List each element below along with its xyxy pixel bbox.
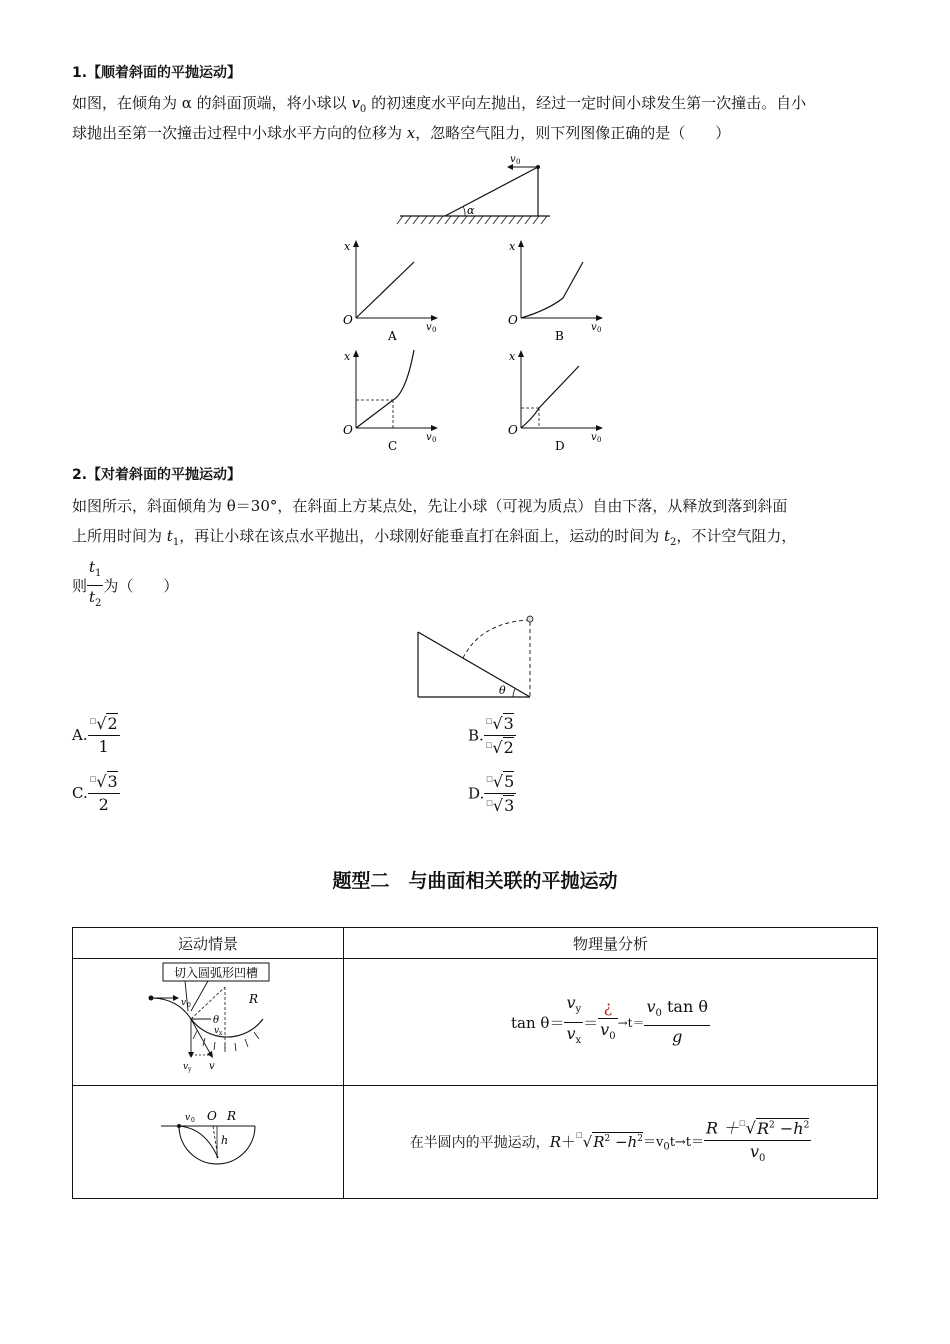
semicircle-figure [73,1086,343,1198]
svg-text:0: 0 [187,1002,191,1009]
q1-option-a: A [388,329,397,343]
choice-fraction: $\frac{^□√2}{1}$ [89,714,118,756]
q1-option-b: B [555,329,564,343]
svg-text:x: x [509,350,516,363]
row1-formula: tan θ＝ $\frac{v_y}{v_x}$ ＝ $\frac{¿}{v_0}$ →t＝ $\frac{v_0 \tan \theta}{g}$ [511,993,708,1047]
svg-text:v: v [181,998,187,1008]
table-header-scene: 运动情景 [73,928,344,959]
choice-label: C. [72,784,88,802]
choice-d[interactable] [468,770,516,817]
analysis-table [72,927,878,1199]
q2-text-line1: 如图所示，斜面倾角为 θ＝30°，在斜面上方某点处，先让小球（可视为质点）自由下落，从释放到落到斜面 [72,497,788,515]
svg-text:y: y [188,1066,192,1073]
svg-text:O: O [343,313,353,327]
row1-figure-cell [73,959,344,1086]
svg-text:O: O [207,1109,217,1123]
q1-fig-alpha: α [467,204,475,217]
svg-text:v: v [209,1061,215,1072]
svg-text:v: v [183,1062,189,1072]
q2-t-ratio: $\frac{t_1}{t_2}$ [89,558,102,609]
svg-text:x: x [509,240,516,253]
svg-text:x: x [344,240,351,253]
svg-text:R: R [227,1109,237,1123]
svg-text:x: x [344,350,351,363]
svg-text:0: 0 [432,436,437,444]
q1-option-d: D [555,439,565,453]
table-header-analysis: 物理量分析 [344,928,878,959]
svg-text:0: 0 [516,158,521,166]
svg-text:θ: θ [213,1015,220,1026]
svg-text:O: O [343,423,353,437]
choice-a[interactable] [72,712,120,758]
q2-text-line3: 则 $\frac{t_1}{t_2}$ 为（ ） [72,556,178,615]
q2-slope-figure [410,612,540,702]
svg-text:O: O [508,313,518,327]
choice-fraction: $\frac{^□√3}{2}$ [89,772,118,814]
q1-graph-a [338,238,450,344]
choice-label: D. [468,784,485,803]
groove-figure [73,959,343,1085]
q1-text-line2: 球抛出至第一次撞击过程中小球水平方向的位移为 x，忽略空气阻力，则下列图像正确的是（ ） [72,124,731,142]
choice-label: A. [72,726,88,744]
q1-title: 1.【顺着斜面的平抛运动】 [72,65,242,81]
svg-text:0: 0 [597,436,602,444]
q1-incline-figure [395,148,555,230]
q2-title: 2.【对着斜面的平抛运动】 [72,467,242,483]
svg-text:v: v [591,432,597,443]
section-title: 题型二 与曲面相关联的平抛运动 [332,870,618,892]
choice-fraction: $\frac{^□√5}{^□√3}$ [486,772,515,815]
q1-text-line1: 如图，在倾角为 α 的斜面顶端，将小球以 $v_0$ 的初速度水平向左抛出，经过一定时间小球发生第一次撞击。自小 [72,94,807,115]
q1-graph-d [503,348,615,454]
groove-label: 切入圆弧形凹槽 [173,966,259,980]
svg-text:v: v [591,322,597,333]
q1-graph-b [503,238,615,344]
row2-figure-cell [73,1086,344,1199]
svg-text:v: v [426,432,432,443]
q2-text-line2: 上所用时间为 $t_1$，再让小球在该点水平抛出，小球刚好能垂直打在斜面上，运动的时间为 $t_2$，不计空气阻力， [72,527,797,548]
row2-formula-cell [344,1086,878,1199]
svg-text:0: 0 [597,326,602,334]
svg-text:θ: θ [499,684,506,697]
svg-text:x: x [219,1030,223,1037]
row2-formula: 在半圆内的平抛运动， R ＋ $^□√R^2 -h^2$ $=v_0t\to t=$ $\frac{R +^□√R^2 -h^2}{v_0}$ [344,1114,877,1170]
svg-text:v: v [185,1113,191,1123]
q1-graph-c [338,348,450,454]
svg-text:R: R [249,992,259,1006]
svg-text:v: v [426,322,432,333]
choice-fraction: $\frac{^□√3}{^□√2}$ [485,714,514,757]
q1-option-c: C [388,439,398,453]
choice-b[interactable] [468,712,516,759]
choice-label: B. [468,726,484,745]
svg-text:0: 0 [432,326,437,334]
q1-fig-v0: v [510,154,516,165]
svg-text:h: h [221,1134,229,1147]
svg-text:v: v [214,1026,220,1036]
row1-formula-cell [344,959,878,1086]
choice-c[interactable] [72,770,120,816]
svg-text:O: O [508,423,518,437]
svg-text:0: 0 [191,1117,195,1124]
